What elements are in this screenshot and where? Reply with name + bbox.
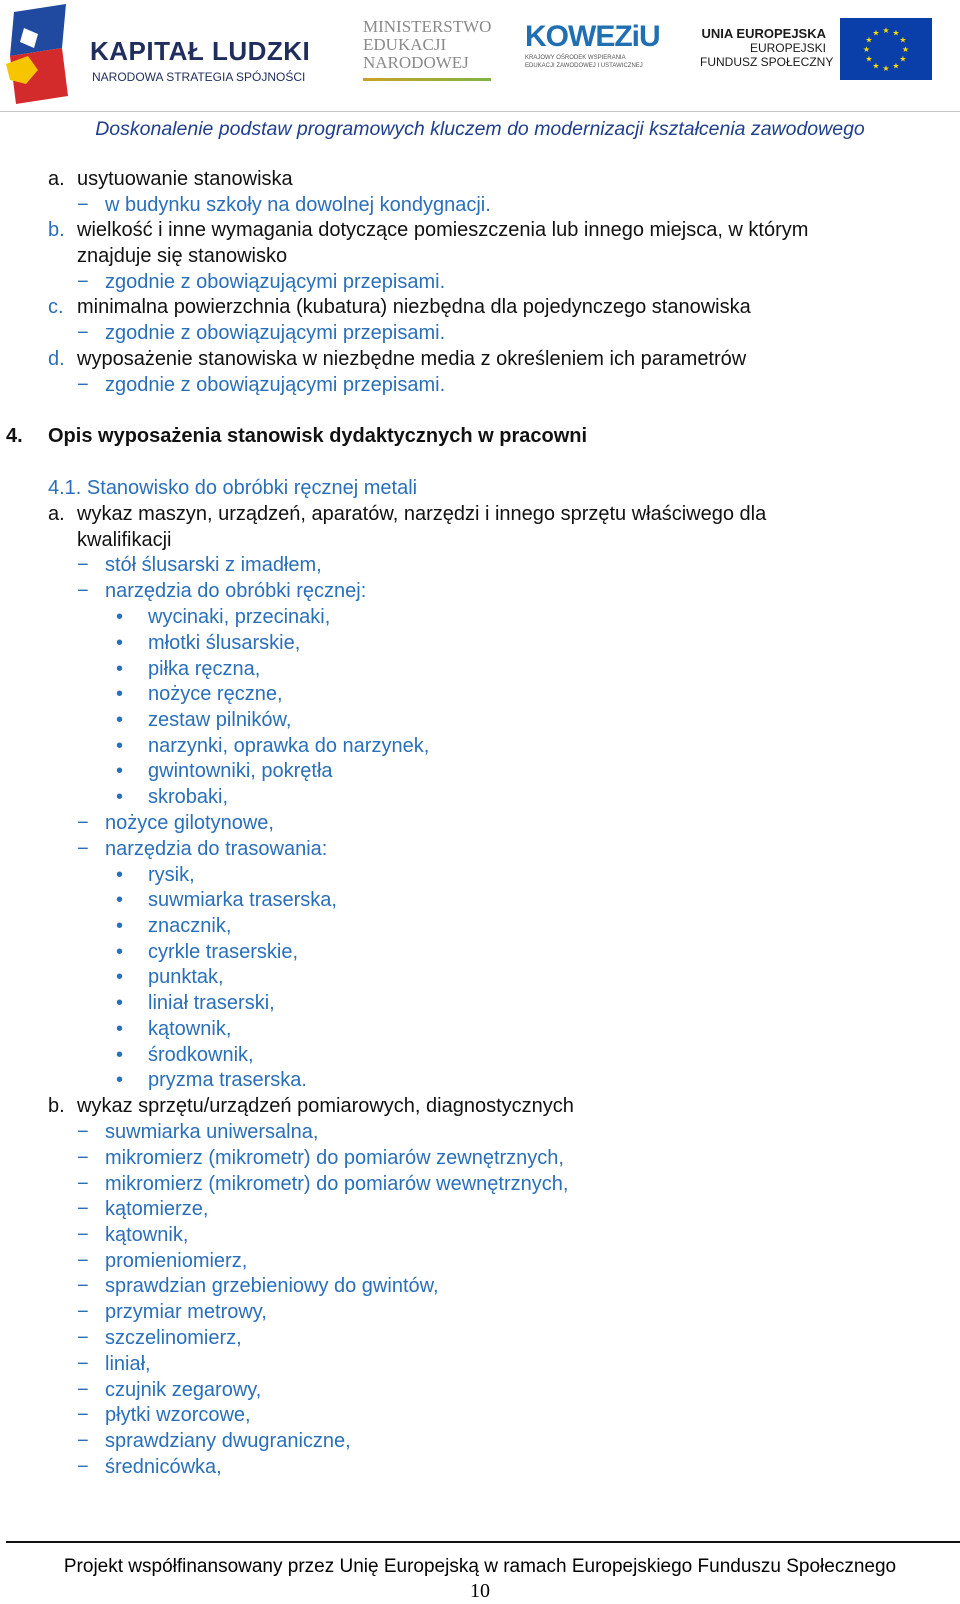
list-item: mikromierz (mikrometr) do pomiarów zewnętrznych,	[105, 1147, 564, 1169]
svg-text:★: ★	[872, 28, 880, 38]
dash-icon: −	[77, 1327, 89, 1349]
list-item: kątomierze,	[105, 1198, 209, 1220]
header-divider	[0, 111, 960, 112]
bullet-icon: •	[116, 786, 124, 808]
sub-list-item: zestaw pilników,	[148, 709, 292, 731]
dash-icon: −	[77, 1147, 89, 1169]
program-title: Doskonalenie podstaw programowych kluczem do modernizacji kształcenia zawodowego	[95, 118, 865, 140]
kapital-ludzki-subtitle: NARODOWA STRATEGIA SPÓJNOŚCI	[92, 70, 306, 84]
dash-icon: −	[77, 1198, 89, 1220]
dash-icon: −	[77, 1173, 89, 1195]
list-item: szczelinomierz,	[105, 1327, 242, 1349]
svg-text:★: ★	[882, 26, 890, 35]
sub-list-item: punktak,	[148, 966, 224, 988]
ministerstwo-line: MINISTERSTWO	[363, 17, 492, 36]
dash-icon: −	[77, 322, 89, 344]
list-marker-a: a.	[48, 168, 65, 190]
sub-list-item: kątownik,	[148, 1018, 232, 1040]
list-item-a-detail: w budynku szkoły na dowolnej kondygnacji.	[105, 194, 491, 216]
list-item-b2-text: wykaz sprzętu/urządzeń pomiarowych, diagnostycznych	[77, 1095, 574, 1117]
dash-icon: −	[77, 1430, 89, 1452]
kapital-ludzki-logo	[4, 4, 311, 104]
page-number: 10	[470, 1580, 490, 1602]
list-item-b-text-1: wielkość i inne wymagania dotyczące pomieszczenia lub innego miejsca, w którym	[77, 219, 809, 241]
ministerstwo-logo	[363, 18, 503, 88]
section-title: Opis wyposażenia stanowisk dydaktycznych w pracowni	[48, 425, 588, 447]
bullet-icon: •	[116, 915, 124, 937]
list-item-a2-text-1: wykaz maszyn, urządzeń, aparatów, narzędzi i innego sprzętu właściwego dla	[77, 503, 767, 525]
list-item: stół ślusarski z imadłem,	[105, 554, 322, 576]
dash-icon: −	[77, 1275, 89, 1297]
svg-text:★: ★	[862, 45, 871, 54]
dash-icon: −	[77, 194, 89, 216]
dash-icon: −	[77, 1353, 89, 1375]
bullet-icon: •	[116, 735, 124, 757]
ministerstwo-line: NARODOWEJ	[363, 53, 469, 72]
ministerstwo-line: EDUKACJI	[363, 35, 447, 54]
list-item-b-text-2: znajduje się stanowisko	[77, 245, 288, 267]
list-item: sprawdzian grzebieniowy do gwintów,	[105, 1275, 439, 1297]
sub-list-item: wycinaki, przecinaki,	[148, 606, 331, 628]
list-item: liniał,	[105, 1353, 151, 1375]
list-item: nożyce gilotynowe,	[105, 812, 274, 834]
list-item: płytki wzorcowe,	[105, 1404, 251, 1426]
svg-text:★: ★	[899, 54, 907, 64]
list-item-a2-text-2: kwalifikacji	[77, 529, 172, 551]
sub-list-item: rysik,	[148, 864, 195, 886]
dash-icon: −	[77, 1224, 89, 1246]
sub-list-item: znacznik,	[148, 915, 232, 937]
footer-text: Projekt współfinansowany przez Unię Europejską w ramach Europejskiego Funduszu Społecznego	[63, 1556, 897, 1577]
bullet-icon: •	[116, 941, 124, 963]
sub-list-item: gwintowniki, pokrętła	[148, 760, 333, 782]
sub-list-item: liniał traserski,	[148, 992, 275, 1014]
bullet-icon: •	[116, 632, 124, 654]
eu-line-2: EUROPEJSKI	[749, 41, 826, 55]
dash-icon: −	[77, 1456, 89, 1478]
bullet-icon: •	[116, 683, 124, 705]
list-item-a-text: usytuowanie stanowiska	[77, 168, 293, 190]
svg-text:★: ★	[865, 35, 873, 45]
eu-flag-icon	[840, 18, 932, 80]
kapital-ludzki-flag-icon	[4, 4, 84, 104]
svg-text:★: ★	[865, 54, 873, 64]
list-item: promieniomierz,	[105, 1250, 248, 1272]
subsection-title: 4.1. Stanowisko do obróbki ręcznej metali	[48, 477, 418, 499]
dash-icon: −	[77, 271, 89, 293]
sub-list-item: suwmiarka traserska,	[148, 889, 337, 911]
bullet-icon: •	[116, 658, 124, 680]
sub-list-item: skrobaki,	[148, 786, 229, 808]
svg-text:★: ★	[872, 61, 880, 71]
bullet-icon: •	[116, 992, 124, 1014]
svg-text:★: ★	[901, 45, 910, 54]
eu-logo	[700, 18, 950, 88]
kapital-ludzki-title: KAPITAŁ LUDZKI	[90, 36, 311, 66]
list-item: czujnik zegarowy,	[105, 1379, 262, 1401]
dash-icon: −	[77, 554, 89, 576]
sub-list-item: pryzma traserska.	[148, 1069, 307, 1091]
sub-list-item: piłka ręczna,	[148, 658, 261, 680]
list-item: narzędzia do obróbki ręcznej:	[105, 580, 367, 602]
bullet-icon: •	[116, 1018, 124, 1040]
sub-list-item: cyrkle traserskie,	[148, 941, 299, 963]
koweziu-logo	[525, 20, 660, 90]
bullet-icon: •	[116, 889, 124, 911]
dash-icon: −	[77, 1121, 89, 1143]
list-item: mikromierz (mikrometr) do pomiarów wewnętrznych,	[105, 1173, 569, 1195]
dash-icon: −	[77, 838, 89, 860]
eu-line-1: UNIA EUROPEJSKA	[701, 26, 826, 41]
list-marker-b2: b.	[48, 1095, 65, 1117]
bullet-icon: •	[116, 760, 124, 782]
sub-list-item: nożyce ręczne,	[148, 683, 283, 705]
list-item-b-detail: zgodnie z obowiązującymi przepisami.	[105, 271, 446, 293]
list-item-c-detail: zgodnie z obowiązującymi przepisami.	[105, 322, 446, 344]
dash-icon: −	[77, 1404, 89, 1426]
list-marker-c: c.	[48, 296, 64, 318]
list-item: narzędzia do trasowania:	[105, 838, 328, 860]
dash-icon: −	[77, 1301, 89, 1323]
list-item: średnicówka,	[105, 1456, 222, 1478]
list-item-d-detail: zgodnie z obowiązującymi przepisami.	[105, 374, 446, 396]
svg-text:★: ★	[892, 28, 900, 38]
bullet-icon: •	[116, 1069, 124, 1091]
bullet-icon: •	[116, 709, 124, 731]
dash-icon: −	[77, 1250, 89, 1272]
dash-icon: −	[77, 812, 89, 834]
eu-line-3: FUNDUSZ SPOŁECZNY	[700, 55, 834, 69]
sub-list-item: środkownik,	[148, 1044, 254, 1066]
bullet-icon: •	[116, 1044, 124, 1066]
dash-icon: −	[77, 1379, 89, 1401]
bullet-icon: •	[116, 864, 124, 886]
dash-icon: −	[77, 374, 89, 396]
footer-divider	[6, 1541, 960, 1543]
bullet-icon: •	[116, 966, 124, 988]
section-number: 4.	[6, 425, 23, 447]
sub-list-item: młotki ślusarskie,	[148, 632, 301, 654]
koweziu-subtitle-2: EDUKACJI ZAWODOWEJ I USTAWICZNEJ	[525, 63, 643, 69]
koweziu-title: KOWEZiU	[525, 20, 660, 53]
svg-text:★: ★	[892, 61, 900, 71]
list-item: przymiar metrowy,	[105, 1301, 267, 1323]
list-marker-a2: a.	[48, 503, 65, 525]
sub-list-item: narzynki, oprawka do narzynek,	[148, 735, 430, 757]
list-item-c-text: minimalna powierzchnia (kubatura) niezbędna dla pojedynczego stanowiska	[77, 296, 751, 318]
list-item: sprawdziany dwugraniczne,	[105, 1430, 351, 1452]
list-item: kątownik,	[105, 1224, 189, 1246]
ministerstwo-bar	[363, 78, 491, 81]
list-marker-b: b.	[48, 219, 65, 241]
list-marker-d: d.	[48, 348, 65, 370]
list-item-d-text: wyposażenie stanowiska w niezbędne media z określeniem ich parametrów	[77, 348, 747, 370]
page-header	[0, 0, 960, 112]
list-item: suwmiarka uniwersalna,	[105, 1121, 319, 1143]
svg-text:★: ★	[899, 35, 907, 45]
svg-text:★: ★	[882, 64, 890, 73]
koweziu-subtitle-1: KRAJOWY OŚRODEK WSPIERANIA	[525, 55, 626, 61]
bullet-icon: •	[116, 606, 124, 628]
dash-icon: −	[77, 580, 89, 602]
